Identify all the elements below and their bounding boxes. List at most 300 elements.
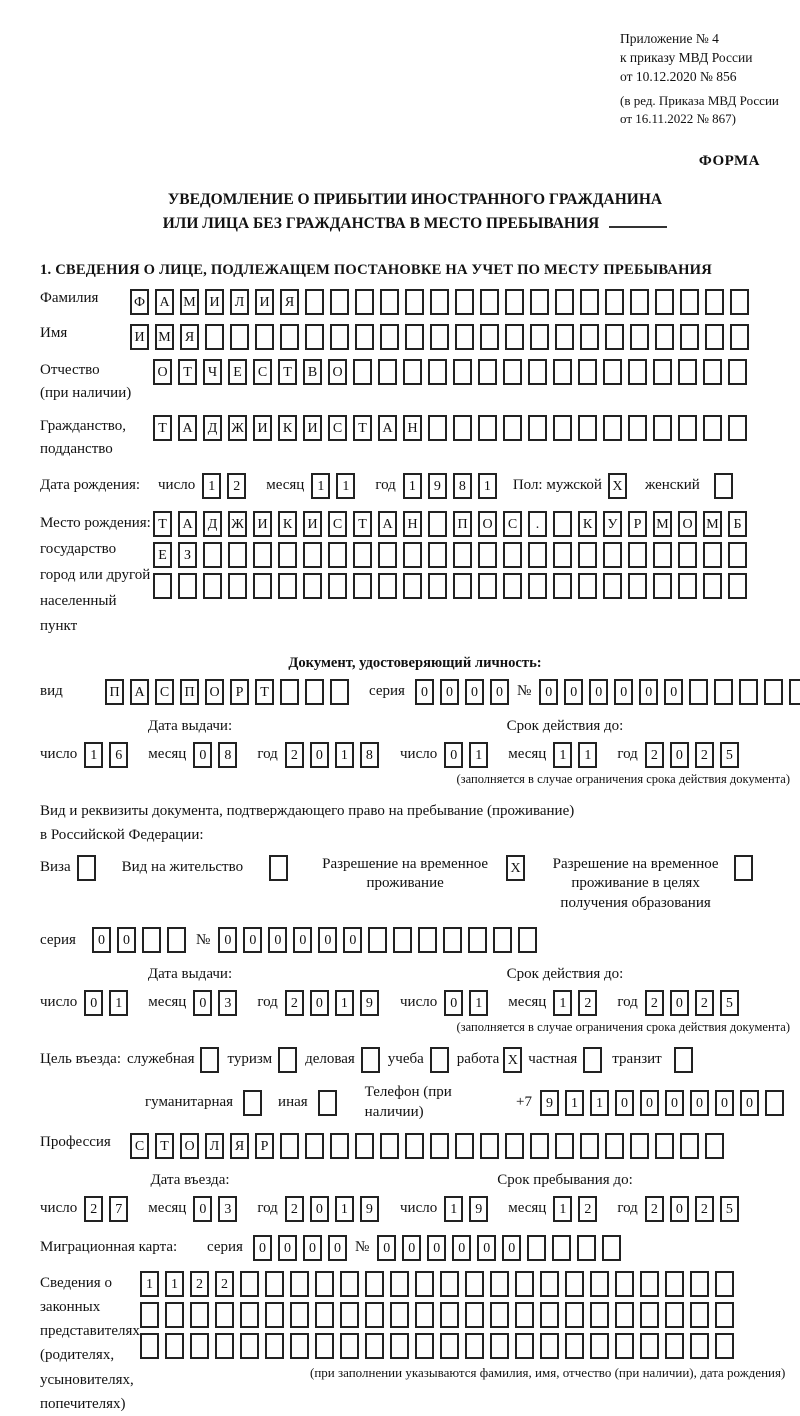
- char-box[interactable]: 1: [109, 990, 128, 1016]
- char-box[interactable]: В: [303, 359, 322, 385]
- char-box[interactable]: [305, 679, 324, 705]
- char-box[interactable]: [280, 1133, 299, 1159]
- char-box[interactable]: [440, 1333, 459, 1359]
- char-box[interactable]: 5: [720, 990, 739, 1016]
- char-box[interactable]: [415, 1333, 434, 1359]
- char-box[interactable]: М: [653, 511, 672, 537]
- char-box[interactable]: С: [130, 1133, 149, 1159]
- char-box[interactable]: 0: [452, 1235, 471, 1261]
- char-box[interactable]: [390, 1333, 409, 1359]
- char-box[interactable]: [215, 1302, 234, 1328]
- char-box[interactable]: [653, 415, 672, 441]
- char-box[interactable]: К: [578, 511, 597, 537]
- char-box[interactable]: Е: [228, 359, 247, 385]
- char-box[interactable]: 0: [665, 1090, 684, 1116]
- char-box[interactable]: 0: [218, 927, 237, 953]
- char-box[interactable]: 3: [218, 990, 237, 1016]
- char-box[interactable]: [140, 1302, 159, 1328]
- char-box[interactable]: 2: [645, 990, 664, 1016]
- char-box[interactable]: [728, 359, 747, 385]
- char-box[interactable]: [330, 289, 349, 315]
- char-box[interactable]: [240, 1333, 259, 1359]
- purpose-business-checkbox[interactable]: [361, 1047, 380, 1073]
- char-box[interactable]: [393, 927, 412, 953]
- char-box[interactable]: И: [303, 511, 322, 537]
- char-box[interactable]: [303, 542, 322, 568]
- char-box[interactable]: [140, 1333, 159, 1359]
- char-box[interactable]: 9: [360, 1196, 379, 1222]
- char-box[interactable]: О: [153, 359, 172, 385]
- char-box[interactable]: [528, 573, 547, 599]
- char-box[interactable]: [628, 573, 647, 599]
- char-box[interactable]: Л: [205, 1133, 224, 1159]
- char-box[interactable]: 9: [469, 1196, 488, 1222]
- char-box[interactable]: [690, 1271, 709, 1297]
- char-box[interactable]: О: [328, 359, 347, 385]
- char-box[interactable]: [640, 1271, 659, 1297]
- char-box[interactable]: А: [155, 289, 174, 315]
- char-box[interactable]: 1: [165, 1271, 184, 1297]
- char-box[interactable]: [603, 573, 622, 599]
- char-box[interactable]: [578, 542, 597, 568]
- char-box[interactable]: 0: [664, 679, 683, 705]
- char-box[interactable]: 2: [285, 1196, 304, 1222]
- char-box[interactable]: [655, 289, 674, 315]
- char-box[interactable]: [530, 324, 549, 350]
- char-box[interactable]: О: [180, 1133, 199, 1159]
- char-box[interactable]: [290, 1302, 309, 1328]
- purpose-official-checkbox[interactable]: [200, 1047, 219, 1073]
- char-box[interactable]: [703, 359, 722, 385]
- char-box[interactable]: 1: [140, 1271, 159, 1297]
- char-box[interactable]: [205, 324, 224, 350]
- char-box[interactable]: Т: [155, 1133, 174, 1159]
- char-box[interactable]: 1: [336, 473, 355, 499]
- char-box[interactable]: М: [180, 289, 199, 315]
- char-box[interactable]: 1: [403, 473, 422, 499]
- char-box[interactable]: К: [278, 511, 297, 537]
- char-box[interactable]: [378, 542, 397, 568]
- char-box[interactable]: 0: [303, 1235, 322, 1261]
- char-box[interactable]: [665, 1271, 684, 1297]
- char-box[interactable]: И: [253, 511, 272, 537]
- char-box[interactable]: [403, 542, 422, 568]
- char-box[interactable]: [330, 324, 349, 350]
- char-box[interactable]: С: [155, 679, 174, 705]
- char-box[interactable]: [280, 324, 299, 350]
- char-box[interactable]: 0: [440, 679, 459, 705]
- char-box[interactable]: [478, 573, 497, 599]
- char-box[interactable]: [278, 573, 297, 599]
- char-box[interactable]: Е: [153, 542, 172, 568]
- char-box[interactable]: У: [603, 511, 622, 537]
- char-box[interactable]: [690, 1302, 709, 1328]
- char-box[interactable]: [680, 324, 699, 350]
- char-box[interactable]: З: [178, 542, 197, 568]
- char-box[interactable]: [328, 573, 347, 599]
- char-box[interactable]: [503, 415, 522, 441]
- char-box[interactable]: [505, 1133, 524, 1159]
- char-box[interactable]: 0: [92, 927, 111, 953]
- char-box[interactable]: 0: [502, 1235, 521, 1261]
- char-box[interactable]: [764, 679, 783, 705]
- char-box[interactable]: [405, 289, 424, 315]
- char-box[interactable]: [453, 415, 472, 441]
- char-box[interactable]: [430, 324, 449, 350]
- char-box[interactable]: [552, 1235, 571, 1261]
- purpose-humanitarian-checkbox[interactable]: [243, 1090, 262, 1116]
- sex-female-checkbox[interactable]: [714, 473, 733, 499]
- char-box[interactable]: Б: [728, 511, 747, 537]
- char-box[interactable]: 2: [695, 1196, 714, 1222]
- char-box[interactable]: 0: [564, 679, 583, 705]
- char-box[interactable]: 0: [84, 990, 103, 1016]
- char-box[interactable]: Т: [353, 415, 372, 441]
- char-box[interactable]: С: [503, 511, 522, 537]
- char-box[interactable]: 7: [109, 1196, 128, 1222]
- char-box[interactable]: [403, 573, 422, 599]
- char-box[interactable]: Я: [180, 324, 199, 350]
- char-box[interactable]: [505, 289, 524, 315]
- char-box[interactable]: [415, 1271, 434, 1297]
- char-box[interactable]: [590, 1302, 609, 1328]
- char-box[interactable]: [480, 1133, 499, 1159]
- char-box[interactable]: [405, 324, 424, 350]
- char-box[interactable]: 6: [109, 742, 128, 768]
- option-residence-permit-checkbox[interactable]: [269, 855, 288, 881]
- char-box[interactable]: 1: [478, 473, 497, 499]
- char-box[interactable]: [555, 324, 574, 350]
- char-box[interactable]: [518, 927, 537, 953]
- char-box[interactable]: 0: [465, 679, 484, 705]
- char-box[interactable]: [653, 359, 672, 385]
- char-box[interactable]: [655, 324, 674, 350]
- char-box[interactable]: 0: [243, 927, 262, 953]
- char-box[interactable]: [265, 1271, 284, 1297]
- char-box[interactable]: [730, 324, 749, 350]
- char-box[interactable]: Н: [403, 415, 422, 441]
- char-box[interactable]: А: [178, 415, 197, 441]
- char-box[interactable]: С: [253, 359, 272, 385]
- option-temp-residence-education-checkbox[interactable]: [734, 855, 753, 881]
- char-box[interactable]: 0: [670, 990, 689, 1016]
- char-box[interactable]: А: [378, 511, 397, 537]
- char-box[interactable]: [555, 289, 574, 315]
- char-box[interactable]: Я: [230, 1133, 249, 1159]
- char-box[interactable]: [640, 1302, 659, 1328]
- char-box[interactable]: [728, 573, 747, 599]
- char-box[interactable]: [403, 359, 422, 385]
- char-box[interactable]: [705, 324, 724, 350]
- char-box[interactable]: [630, 289, 649, 315]
- char-box[interactable]: 0: [343, 927, 362, 953]
- char-box[interactable]: 0: [193, 1196, 212, 1222]
- char-box[interactable]: 1: [553, 742, 572, 768]
- char-box[interactable]: 0: [318, 927, 337, 953]
- char-box[interactable]: [165, 1333, 184, 1359]
- char-box[interactable]: 0: [639, 679, 658, 705]
- char-box[interactable]: [453, 542, 472, 568]
- char-box[interactable]: [703, 415, 722, 441]
- char-box[interactable]: И: [255, 289, 274, 315]
- char-box[interactable]: [365, 1302, 384, 1328]
- char-box[interactable]: [255, 324, 274, 350]
- char-box[interactable]: [355, 324, 374, 350]
- char-box[interactable]: Я: [280, 289, 299, 315]
- char-box[interactable]: 1: [335, 742, 354, 768]
- char-box[interactable]: 0: [690, 1090, 709, 1116]
- char-box[interactable]: 2: [215, 1271, 234, 1297]
- char-box[interactable]: 0: [715, 1090, 734, 1116]
- char-box[interactable]: [640, 1333, 659, 1359]
- char-box[interactable]: [603, 359, 622, 385]
- char-box[interactable]: [453, 359, 472, 385]
- char-box[interactable]: 1: [469, 990, 488, 1016]
- char-box[interactable]: [490, 1333, 509, 1359]
- char-box[interactable]: С: [328, 511, 347, 537]
- char-box[interactable]: [365, 1333, 384, 1359]
- char-box[interactable]: 0: [477, 1235, 496, 1261]
- char-box[interactable]: Ф: [130, 289, 149, 315]
- char-box[interactable]: 0: [377, 1235, 396, 1261]
- char-box[interactable]: [153, 573, 172, 599]
- char-box[interactable]: 0: [539, 679, 558, 705]
- char-box[interactable]: [705, 289, 724, 315]
- char-box[interactable]: [428, 415, 447, 441]
- char-box[interactable]: [530, 1133, 549, 1159]
- char-box[interactable]: [430, 289, 449, 315]
- char-box[interactable]: [578, 573, 597, 599]
- char-box[interactable]: [628, 542, 647, 568]
- char-box[interactable]: 1: [311, 473, 330, 499]
- char-box[interactable]: [515, 1333, 534, 1359]
- char-box[interactable]: Н: [403, 511, 422, 537]
- char-box[interactable]: [465, 1271, 484, 1297]
- char-box[interactable]: [715, 1271, 734, 1297]
- char-box[interactable]: И: [205, 289, 224, 315]
- char-box[interactable]: [653, 542, 672, 568]
- char-box[interactable]: [480, 289, 499, 315]
- char-box[interactable]: 1: [590, 1090, 609, 1116]
- char-box[interactable]: Р: [628, 511, 647, 537]
- char-box[interactable]: Т: [178, 359, 197, 385]
- char-box[interactable]: [443, 927, 462, 953]
- char-box[interactable]: [405, 1133, 424, 1159]
- char-box[interactable]: [577, 1235, 596, 1261]
- char-box[interactable]: Т: [255, 679, 274, 705]
- char-box[interactable]: [380, 324, 399, 350]
- char-box[interactable]: 2: [285, 990, 304, 1016]
- char-box[interactable]: 9: [540, 1090, 559, 1116]
- char-box[interactable]: Л: [230, 289, 249, 315]
- char-box[interactable]: Р: [230, 679, 249, 705]
- char-box[interactable]: [503, 359, 522, 385]
- char-box[interactable]: [493, 927, 512, 953]
- char-box[interactable]: [353, 359, 372, 385]
- char-box[interactable]: .: [528, 511, 547, 537]
- char-box[interactable]: [578, 415, 597, 441]
- char-box[interactable]: [503, 573, 522, 599]
- char-box[interactable]: [503, 542, 522, 568]
- char-box[interactable]: [305, 324, 324, 350]
- char-box[interactable]: [440, 1302, 459, 1328]
- char-box[interactable]: 2: [578, 990, 597, 1016]
- char-box[interactable]: К: [278, 415, 297, 441]
- char-box[interactable]: [515, 1271, 534, 1297]
- char-box[interactable]: [190, 1302, 209, 1328]
- char-box[interactable]: [365, 1271, 384, 1297]
- char-box[interactable]: 0: [640, 1090, 659, 1116]
- char-box[interactable]: А: [130, 679, 149, 705]
- char-box[interactable]: 0: [615, 1090, 634, 1116]
- char-box[interactable]: Ж: [228, 511, 247, 537]
- char-box[interactable]: Т: [153, 415, 172, 441]
- char-box[interactable]: [428, 573, 447, 599]
- char-box[interactable]: [240, 1302, 259, 1328]
- char-box[interactable]: А: [378, 415, 397, 441]
- char-box[interactable]: О: [205, 679, 224, 705]
- char-box[interactable]: [655, 1133, 674, 1159]
- char-box[interactable]: [328, 542, 347, 568]
- char-box[interactable]: [603, 415, 622, 441]
- char-box[interactable]: [628, 359, 647, 385]
- char-box[interactable]: [728, 415, 747, 441]
- char-box[interactable]: 0: [117, 927, 136, 953]
- sex-male-checkbox[interactable]: X: [608, 473, 627, 499]
- char-box[interactable]: [303, 573, 322, 599]
- char-box[interactable]: 1: [444, 1196, 463, 1222]
- char-box[interactable]: [527, 1235, 546, 1261]
- char-box[interactable]: [215, 1333, 234, 1359]
- char-box[interactable]: [690, 1333, 709, 1359]
- char-box[interactable]: [305, 1133, 324, 1159]
- char-box[interactable]: [340, 1271, 359, 1297]
- char-box[interactable]: [355, 1133, 374, 1159]
- option-visa-checkbox[interactable]: [77, 855, 96, 881]
- char-box[interactable]: 0: [278, 1235, 297, 1261]
- char-box[interactable]: [705, 1133, 724, 1159]
- char-box[interactable]: [689, 679, 708, 705]
- char-box[interactable]: 1: [335, 1196, 354, 1222]
- char-box[interactable]: [678, 415, 697, 441]
- char-box[interactable]: [290, 1333, 309, 1359]
- char-box[interactable]: [615, 1333, 634, 1359]
- char-box[interactable]: 0: [427, 1235, 446, 1261]
- char-box[interactable]: [680, 289, 699, 315]
- char-box[interactable]: 0: [490, 679, 509, 705]
- char-box[interactable]: [680, 1133, 699, 1159]
- char-box[interactable]: [515, 1302, 534, 1328]
- char-box[interactable]: [453, 573, 472, 599]
- char-box[interactable]: О: [678, 511, 697, 537]
- char-box[interactable]: [714, 679, 733, 705]
- char-box[interactable]: [528, 542, 547, 568]
- char-box[interactable]: [715, 1333, 734, 1359]
- char-box[interactable]: С: [328, 415, 347, 441]
- char-box[interactable]: [553, 573, 572, 599]
- char-box[interactable]: [490, 1271, 509, 1297]
- char-box[interactable]: [728, 542, 747, 568]
- char-box[interactable]: 1: [553, 1196, 572, 1222]
- option-temp-residence-checkbox[interactable]: X: [506, 855, 525, 881]
- char-box[interactable]: [653, 573, 672, 599]
- char-box[interactable]: 1: [84, 742, 103, 768]
- char-box[interactable]: [703, 573, 722, 599]
- char-box[interactable]: [553, 542, 572, 568]
- char-box[interactable]: [605, 1133, 624, 1159]
- char-box[interactable]: [565, 1302, 584, 1328]
- char-box[interactable]: [353, 573, 372, 599]
- char-box[interactable]: М: [703, 511, 722, 537]
- char-box[interactable]: 0: [310, 742, 329, 768]
- char-box[interactable]: [315, 1333, 334, 1359]
- char-box[interactable]: П: [453, 511, 472, 537]
- char-box[interactable]: [178, 573, 197, 599]
- char-box[interactable]: [565, 1271, 584, 1297]
- char-box[interactable]: 1: [202, 473, 221, 499]
- char-box[interactable]: [428, 359, 447, 385]
- purpose-work-checkbox[interactable]: X: [503, 1047, 522, 1073]
- char-box[interactable]: [615, 1271, 634, 1297]
- purpose-tourism-checkbox[interactable]: [278, 1047, 297, 1073]
- char-box[interactable]: 0: [670, 1196, 689, 1222]
- char-box[interactable]: [428, 511, 447, 537]
- char-box[interactable]: [528, 359, 547, 385]
- char-box[interactable]: 0: [670, 742, 689, 768]
- char-box[interactable]: [340, 1333, 359, 1359]
- char-box[interactable]: [478, 542, 497, 568]
- char-box[interactable]: [789, 679, 800, 705]
- char-box[interactable]: 9: [360, 990, 379, 1016]
- char-box[interactable]: [415, 1302, 434, 1328]
- char-box[interactable]: 8: [360, 742, 379, 768]
- char-box[interactable]: [455, 1133, 474, 1159]
- char-box[interactable]: [480, 324, 499, 350]
- purpose-other-checkbox[interactable]: [318, 1090, 337, 1116]
- char-box[interactable]: [330, 679, 349, 705]
- char-box[interactable]: 2: [285, 742, 304, 768]
- char-box[interactable]: [380, 289, 399, 315]
- char-box[interactable]: [465, 1333, 484, 1359]
- char-box[interactable]: [530, 289, 549, 315]
- char-box[interactable]: Т: [353, 511, 372, 537]
- char-box[interactable]: [368, 927, 387, 953]
- char-box[interactable]: [553, 415, 572, 441]
- char-box[interactable]: [380, 1133, 399, 1159]
- char-box[interactable]: 0: [293, 927, 312, 953]
- char-box[interactable]: П: [105, 679, 124, 705]
- char-box[interactable]: [418, 927, 437, 953]
- char-box[interactable]: 2: [645, 1196, 664, 1222]
- char-box[interactable]: [265, 1333, 284, 1359]
- char-box[interactable]: [455, 289, 474, 315]
- char-box[interactable]: [228, 542, 247, 568]
- char-box[interactable]: 0: [589, 679, 608, 705]
- char-box[interactable]: 0: [402, 1235, 421, 1261]
- char-box[interactable]: 0: [740, 1090, 759, 1116]
- char-box[interactable]: [378, 573, 397, 599]
- char-box[interactable]: [540, 1271, 559, 1297]
- char-box[interactable]: [340, 1302, 359, 1328]
- char-box[interactable]: [630, 324, 649, 350]
- char-box[interactable]: [578, 359, 597, 385]
- char-box[interactable]: 2: [190, 1271, 209, 1297]
- char-box[interactable]: [190, 1333, 209, 1359]
- char-box[interactable]: [455, 324, 474, 350]
- char-box[interactable]: [602, 1235, 621, 1261]
- char-box[interactable]: [478, 359, 497, 385]
- char-box[interactable]: [278, 542, 297, 568]
